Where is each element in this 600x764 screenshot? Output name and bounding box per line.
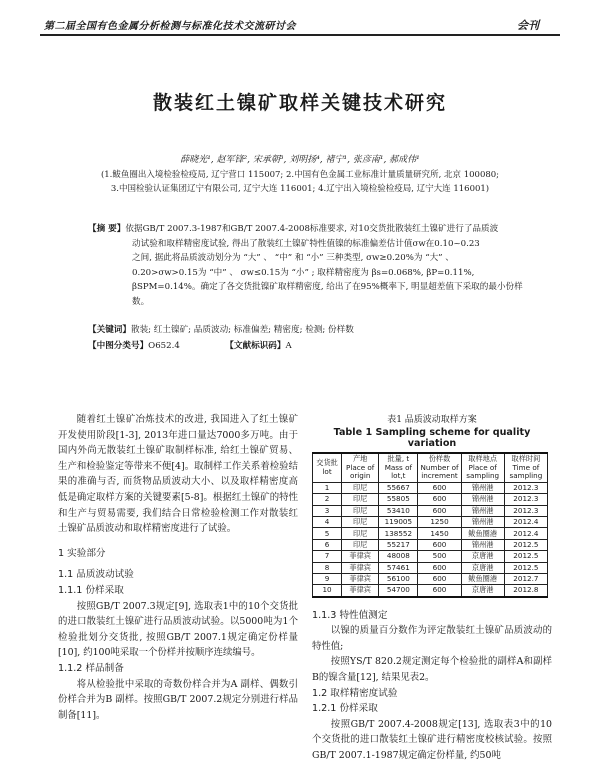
table-cell: 48008 [379, 551, 418, 562]
table-cell: 600 [418, 482, 461, 493]
table-1 [312, 452, 548, 598]
table-cell: 印尼 [342, 528, 379, 539]
table-cell: 54700 [379, 585, 418, 597]
table-cell: 56100 [379, 573, 418, 584]
table-cell: 600 [418, 539, 461, 550]
paragraph-1-1-3-b: 按照YS/T 820.2规定测定每个检验批的副样A和副样B的镍含量[12], 结果见表2。 [312, 656, 552, 684]
table-cell: 2 [313, 494, 342, 505]
table-row [313, 551, 548, 562]
paragraph-1-1-1: 按照GB/T 2007.3规定[9], 选取表1中的10个交货批的进口散装红土镍矿进行品质波动试验。以5000吨为1个检验批划分交货批, 按照GB/T 2007.1规定确定份样量[10], 约100吨采取一个份样并按顺序连续编号。 [58, 600, 298, 659]
table-cell: 印尼 [342, 516, 379, 527]
col-header-lot: 交货批 lot [313, 453, 342, 482]
table-cell: 印尼 [342, 482, 379, 493]
section-1-2-1-heading: 1.2.1 份样采取 [312, 703, 378, 715]
table-cell: 印尼 [342, 505, 379, 516]
paragraph-1-1-2: 将从检验批中采取的奇数份样合并为A 副样、偶数引份样合并为B 副样。按照GB/T 2007.2规定分别进行样品制备[11]。 [58, 678, 298, 721]
section-1-2-heading: 1.2 取样精密度试验 [312, 687, 398, 699]
abstract-line-3: 之间, 据此将品质波动划分为 “大” 、 “中” 和 “小” 三种类型, σw≥0.20%为 “大” 、 [132, 253, 454, 263]
table-cell: 1250 [418, 516, 461, 527]
table-cell: 印尼 [342, 539, 379, 550]
paragraph-1-2-1: 按照GB/T 2007.4-2008规定[13], 选取表3中的10个交货批的进口散装红土镍矿进行精密度校核试验。按照GB/T 2007.1-1987规定确定份样量, 约50吨 [312, 718, 552, 762]
table-row [313, 585, 548, 597]
table-cell: 锦州港 [461, 482, 504, 493]
affiliation-line-1: (1.鲅鱼圈出入境检验检疫局, 辽宁营口 115007; 2.中国有色金属工业标准计量质量研究所, 北京 100080; [100, 170, 500, 180]
abstract-line-5: βSPM=0.14%。确定了各交货批镍矿取样精密度, 给出了在95%概率下, 明显超差值下采取的最小份样数。 [132, 282, 523, 307]
right-column [312, 412, 552, 764]
table-cell: 京唐港 [461, 562, 504, 573]
table-cell: 2012.5 [504, 551, 547, 562]
keywords-text: 散装; 红土镍矿; 品质波动; 标准偏差; 精密度; 检测; 份样数 [130, 325, 354, 335]
table-cell: 1 [313, 482, 342, 493]
table-cell: 锦州港 [461, 539, 504, 550]
table-row [313, 482, 548, 493]
table-cell: 55217 [379, 539, 418, 550]
abstract-line-4: 0.20>σw>0.15为 “中” 、 σw≤0.15为 “小” ; 取样精密度为 βs=0.068%, βP=0.11%, [132, 267, 475, 278]
table-cell: 600 [418, 494, 461, 505]
section-1-heading: 1 实验部分 [58, 547, 106, 559]
table-cell: 57461 [379, 562, 418, 573]
table-cell: 3 [313, 505, 342, 516]
table-cell: 京唐港 [461, 551, 504, 562]
table-cell: 印尼 [342, 494, 379, 505]
col-header-place: 取样地点 Place of sampling [461, 453, 504, 482]
table-cell: 600 [418, 505, 461, 516]
table-row [313, 562, 548, 573]
abstract-line-2: 动试验和取样精密度试验, 得出了散装红土镍矿特性值镍的标准偏差估计值σw在0.10~0.23 [132, 238, 480, 249]
table-row [313, 516, 548, 527]
affiliation-line-2: 3.中国检验认证集团辽宁有限公司, 辽宁大连 116001; 4.辽宁出入境检验检疫局, 辽宁大连 116001) [110, 184, 490, 194]
table-cell: 锦州港 [461, 494, 504, 505]
table-cell: 8 [313, 562, 342, 573]
table-cell: 锦州港 [461, 516, 504, 527]
keywords [88, 323, 538, 335]
collection-label: 会刊 [517, 19, 539, 32]
table-cell: 京唐港 [461, 585, 504, 597]
table-row [313, 539, 548, 550]
table-cell: 鲅鱼圈港 [461, 573, 504, 584]
doc-code-label: 【文献标识码】 [225, 341, 286, 351]
table-cell: 600 [418, 585, 461, 597]
table-cell: 2012.3 [504, 505, 547, 516]
section-1-1-heading: 1.1 品质波动试验 [58, 569, 134, 581]
table-cell: 500 [418, 551, 461, 562]
right-body-text [312, 608, 552, 764]
table-row [313, 494, 548, 505]
table-cell: 菲律宾 [342, 585, 379, 597]
table-cell: 600 [418, 562, 461, 573]
abstract-label: 【摘 要】 [88, 224, 126, 234]
table-cell: 600 [418, 573, 461, 584]
table-cell: 2012.8 [504, 585, 547, 597]
abstract-line-1: 依据GB/T 2007.3-1987和GB/T 2007.4-2008标准要求, 对10交货批散装红土镍矿进行了品质波 [125, 224, 499, 234]
clc-value: O652.4 [148, 341, 180, 351]
table-cell: 2012.4 [504, 528, 547, 539]
left-column [58, 412, 298, 723]
col-header-increment: 份样数 Number of increment [418, 453, 461, 482]
abstract [88, 222, 528, 309]
table-cell: 55667 [379, 482, 418, 493]
author-list: 薛晓光¹, 赵军锋², 宋承朝³, 刘明扬⁴, 褚宁¹, 张彦南¹, 郝成伟¹ [180, 155, 420, 165]
paragraph-1-1-3-a: 以镍的质量百分数作为评定散装红土镍矿品质波动的特性值; [312, 625, 552, 652]
table-cell: 10 [313, 585, 342, 597]
col-header-mass: 批量, t Mass of lot,t [379, 453, 418, 482]
table-cell: 9 [313, 573, 342, 584]
table-1-caption-en: Table 1 Sampling scheme for quality variation [333, 427, 531, 449]
clc-label: 【中图分类号】 [88, 341, 149, 351]
table-cell: 2012.4 [504, 516, 547, 527]
doc-code-value: A [285, 341, 292, 351]
journal-name: 第二届全国有色金属分析检测与标准化技术交流研讨会 [44, 21, 296, 32]
table-row [313, 528, 548, 539]
table-cell: 2012.3 [504, 482, 547, 493]
table-cell: 6 [313, 539, 342, 550]
table-cell: 2012.5 [504, 562, 547, 573]
table-header-row [313, 453, 548, 482]
table-cell: 锦州港 [461, 505, 504, 516]
running-header [0, 0, 600, 34]
header-rule [40, 34, 560, 36]
table-cell: 菲律宾 [342, 562, 379, 573]
col-header-origin: 产地 Place of origin [342, 453, 379, 482]
table-cell: 53410 [379, 505, 418, 516]
table-row [313, 505, 548, 516]
table-cell: 138552 [379, 528, 418, 539]
section-1-1-2-heading: 1.1.2 样品制备 [58, 662, 124, 674]
section-1-1-1-heading: 1.1.1 份样采取 [58, 584, 124, 596]
table-1-caption-cn: 表1 品质波动取样方案 [387, 415, 477, 425]
table-cell: 55805 [379, 494, 418, 505]
table-cell: 119005 [379, 516, 418, 527]
table-cell: 2012.7 [504, 573, 547, 584]
paper-title: 散装红土镍矿取样关键技术研究 [152, 92, 447, 114]
section-1-1-3-heading: 1.1.3 特性值测定 [312, 609, 388, 621]
table-cell: 菲律宾 [342, 573, 379, 584]
table-cell: 2012.3 [504, 494, 547, 505]
keywords-label: 【关键词】 [88, 325, 131, 335]
table-cell: 菲律宾 [342, 551, 379, 562]
classification [88, 339, 538, 351]
intro-paragraph: 随着红土镍矿冶炼技术的改进, 我国进入了红土镍矿开发使用阶段[1-3], 2013年进口量达7000多万吨。由于国内外尚无散装红土镍矿取制样标准, 给红土镍矿贸易、生产和检验鉴定等带来不便[4]。取制样工作关系着检验结果的准确与否, 而货物品质波动大小、以及取样精密度高低是确定取样方案的关键要素[5-8]。根据红土镍矿的特性和生产与贸易需要, 我们结合日常检验检测工作对散装红土镍矿品质波动和取样精密度进行了试验。 [58, 414, 298, 535]
table-cell: 5 [313, 528, 342, 539]
table-cell: 7 [313, 551, 342, 562]
table-cell: 鲅鱼圈港 [461, 528, 504, 539]
table-cell: 2012.5 [504, 539, 547, 550]
table-cell: 4 [313, 516, 342, 527]
table-row [313, 573, 548, 584]
table-cell: 1450 [418, 528, 461, 539]
col-header-time: 取样时间 Time of sampling [504, 453, 547, 482]
